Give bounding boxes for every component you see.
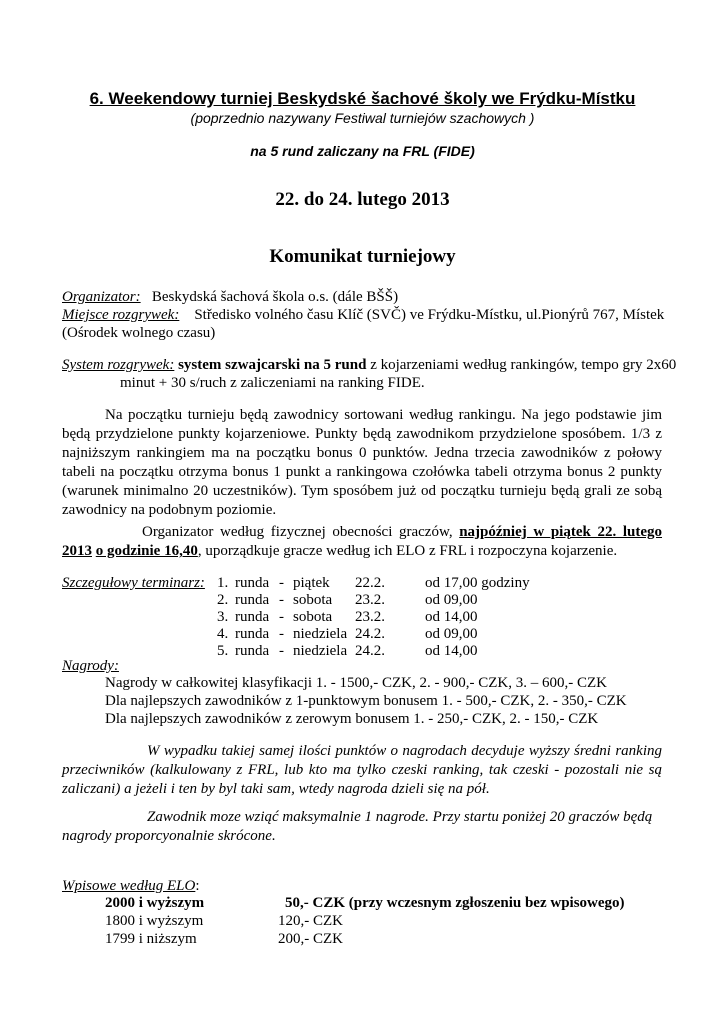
round-date: 24.2. <box>355 626 385 642</box>
organizer-label: Organizator: <box>62 289 141 305</box>
system-desc-line2: minut + 30 s/ruch z zaliczeniami na ranking FIDE. <box>120 375 425 391</box>
document-subtitle: (poprzednio nazywany Festiwal turniejów szachowych ) <box>190 110 535 126</box>
ranking-paragraph: Na początku turnieju będą zawodnicy sortowani według rankingu. Na jego podstawie jim będą przydzielone punkty kojarzeniowe. Punkty będą zawodnikom przydzielone sposóbem. 1/3 z najniższym rankingiem ma na początku bonus 0 punktów. Jedna trzecia zawodników z połowy tabeli na początku otrzyma bonus 1 punkt a rankingowa czołówka tabeli otrzyma bonus 2 punkty (warunek minimalno 20 uczestników). Tym sposóbem już od początku turnieju będą grali ze sobą zawodnicy na podobnym poziomie. <box>62 407 662 518</box>
round-number: 1. <box>217 575 229 591</box>
round-dash: - <box>279 609 284 625</box>
round-time: od 17,00 godziny <box>425 575 530 591</box>
round-day: niedziela <box>293 643 348 659</box>
deadline-text-1: Organizator według fizycznej obecności graczów, <box>142 524 453 540</box>
venue-value: Středisko volného času Klíč (SVČ) ve Frýdku-Místku, ul.Pionýrů 767, Místek <box>194 307 665 323</box>
fee-elo-range: 2000 i wyższym <box>105 895 205 911</box>
round-word: runda <box>235 592 270 608</box>
round-dash: - <box>279 575 284 591</box>
frl-note: na 5 rund zaliczany na FRL (FIDE) <box>250 143 475 159</box>
fees-colon: : <box>195 878 200 894</box>
round-dash: - <box>279 626 284 642</box>
round-word: runda <box>235 609 270 625</box>
round-date: 22.2. <box>355 575 385 591</box>
round-day: niedziela <box>293 626 348 642</box>
fee-elo-range: 1799 i niższym <box>105 931 197 947</box>
round-day: sobota <box>293 592 333 608</box>
deadline-time: o godzinie 16,40 <box>95 543 198 559</box>
round-number: 2. <box>217 592 229 608</box>
announcement-heading: Komunikat turniejowy <box>269 246 456 267</box>
prizes-label: Nagrody: <box>62 658 119 674</box>
fee-amount: 120,- CZK <box>278 913 343 929</box>
system-label: System rozgrywek: <box>62 357 175 373</box>
prize-line: Dla najlepszych zawodników z 1-punktowym bonusem 1. - 500,- CZK, 2. - 350,- CZK <box>105 693 627 709</box>
round-dash: - <box>279 643 284 659</box>
fee-amount: 50,- CZK (przy wczesnym zgłoszeniu bez wpisowego) <box>285 895 625 911</box>
venue-row <box>62 306 664 325</box>
document-title: 6. Weekendowy turniej Beskydské šachové školy we Frýdku-Místku <box>89 89 636 108</box>
round-time: od 14,00 <box>425 643 478 659</box>
tiebreak-note: W wypadku takiej samej ilości punktów o nagrodach decyduje wyższy średni ranking przeciwników (kalkulowany z FRL, lub kto ma tylko czeski ranking, tak czeski - pozostali nie są zaliczani) a jeżeli i ten by byl taki sam, wtedy nagroda dzieli się na pół. <box>62 743 662 797</box>
round-time: od 14,00 <box>425 609 478 625</box>
fees-label: Wpisowe według ELO <box>62 878 196 894</box>
venue-label: Miejsce rozgrywek: <box>62 307 180 323</box>
organizer-row <box>62 288 398 307</box>
tournament-dates: 22. do 24. lutego 2013 <box>275 189 450 210</box>
venue-value-line2: (Ośrodek wolnego czasu) <box>62 325 216 341</box>
round-time: od 09,00 <box>425 592 478 608</box>
round-word: runda <box>235 575 270 591</box>
schedule-label: Szczegułowy terminarz: <box>62 575 205 591</box>
round-word: runda <box>235 643 270 659</box>
round-time: od 09,00 <box>425 626 478 642</box>
round-date: 23.2. <box>355 592 385 608</box>
system-row <box>62 356 676 375</box>
round-word: runda <box>235 626 270 642</box>
organizer-value: Beskydská šachová škola o.s. (dále BŠŠ) <box>151 289 399 305</box>
round-dash: - <box>279 592 284 608</box>
system-name: system szwajcarski na 5 rund <box>178 357 367 373</box>
deadline-text-2: , uporządkuje gracze według ich ELO z FRL i rozpoczyna kojarzenie. <box>197 543 618 559</box>
round-number: 4. <box>217 626 229 642</box>
round-day: piątek <box>293 575 330 591</box>
fee-amount: 200,- CZK <box>278 931 343 947</box>
deadline-paragraph <box>62 523 662 561</box>
prize-line: Dla najlepszych zawodników z zerowym bonusem 1. - 250,- CZK, 2. - 150,- CZK <box>105 711 599 727</box>
round-number: 5. <box>217 643 229 659</box>
round-number: 3. <box>217 609 229 625</box>
fee-elo-range: 1800 i wyższym <box>105 913 204 929</box>
system-desc: z kojarzeniami według rankingów, tempo gry 2x60 <box>366 357 677 373</box>
deadline-date: najpóźniej w piątek 22. lutego 2013 <box>62 524 663 559</box>
round-day: sobota <box>293 609 333 625</box>
round-date: 24.2. <box>355 643 385 659</box>
prize-line: Nagrody w całkowitej klasyfikacji 1. - 1500,- CZK, 2. - 900,- CZK, 3. – 600,- CZK <box>105 675 607 691</box>
max-prize-note: Zawodnik moze wziąć maksymalnie 1 nagrode. Przy startu poniżej 20 graczów będą nagrody proporcyonalnie skrócone. <box>62 809 653 844</box>
round-date: 23.2. <box>355 609 385 625</box>
